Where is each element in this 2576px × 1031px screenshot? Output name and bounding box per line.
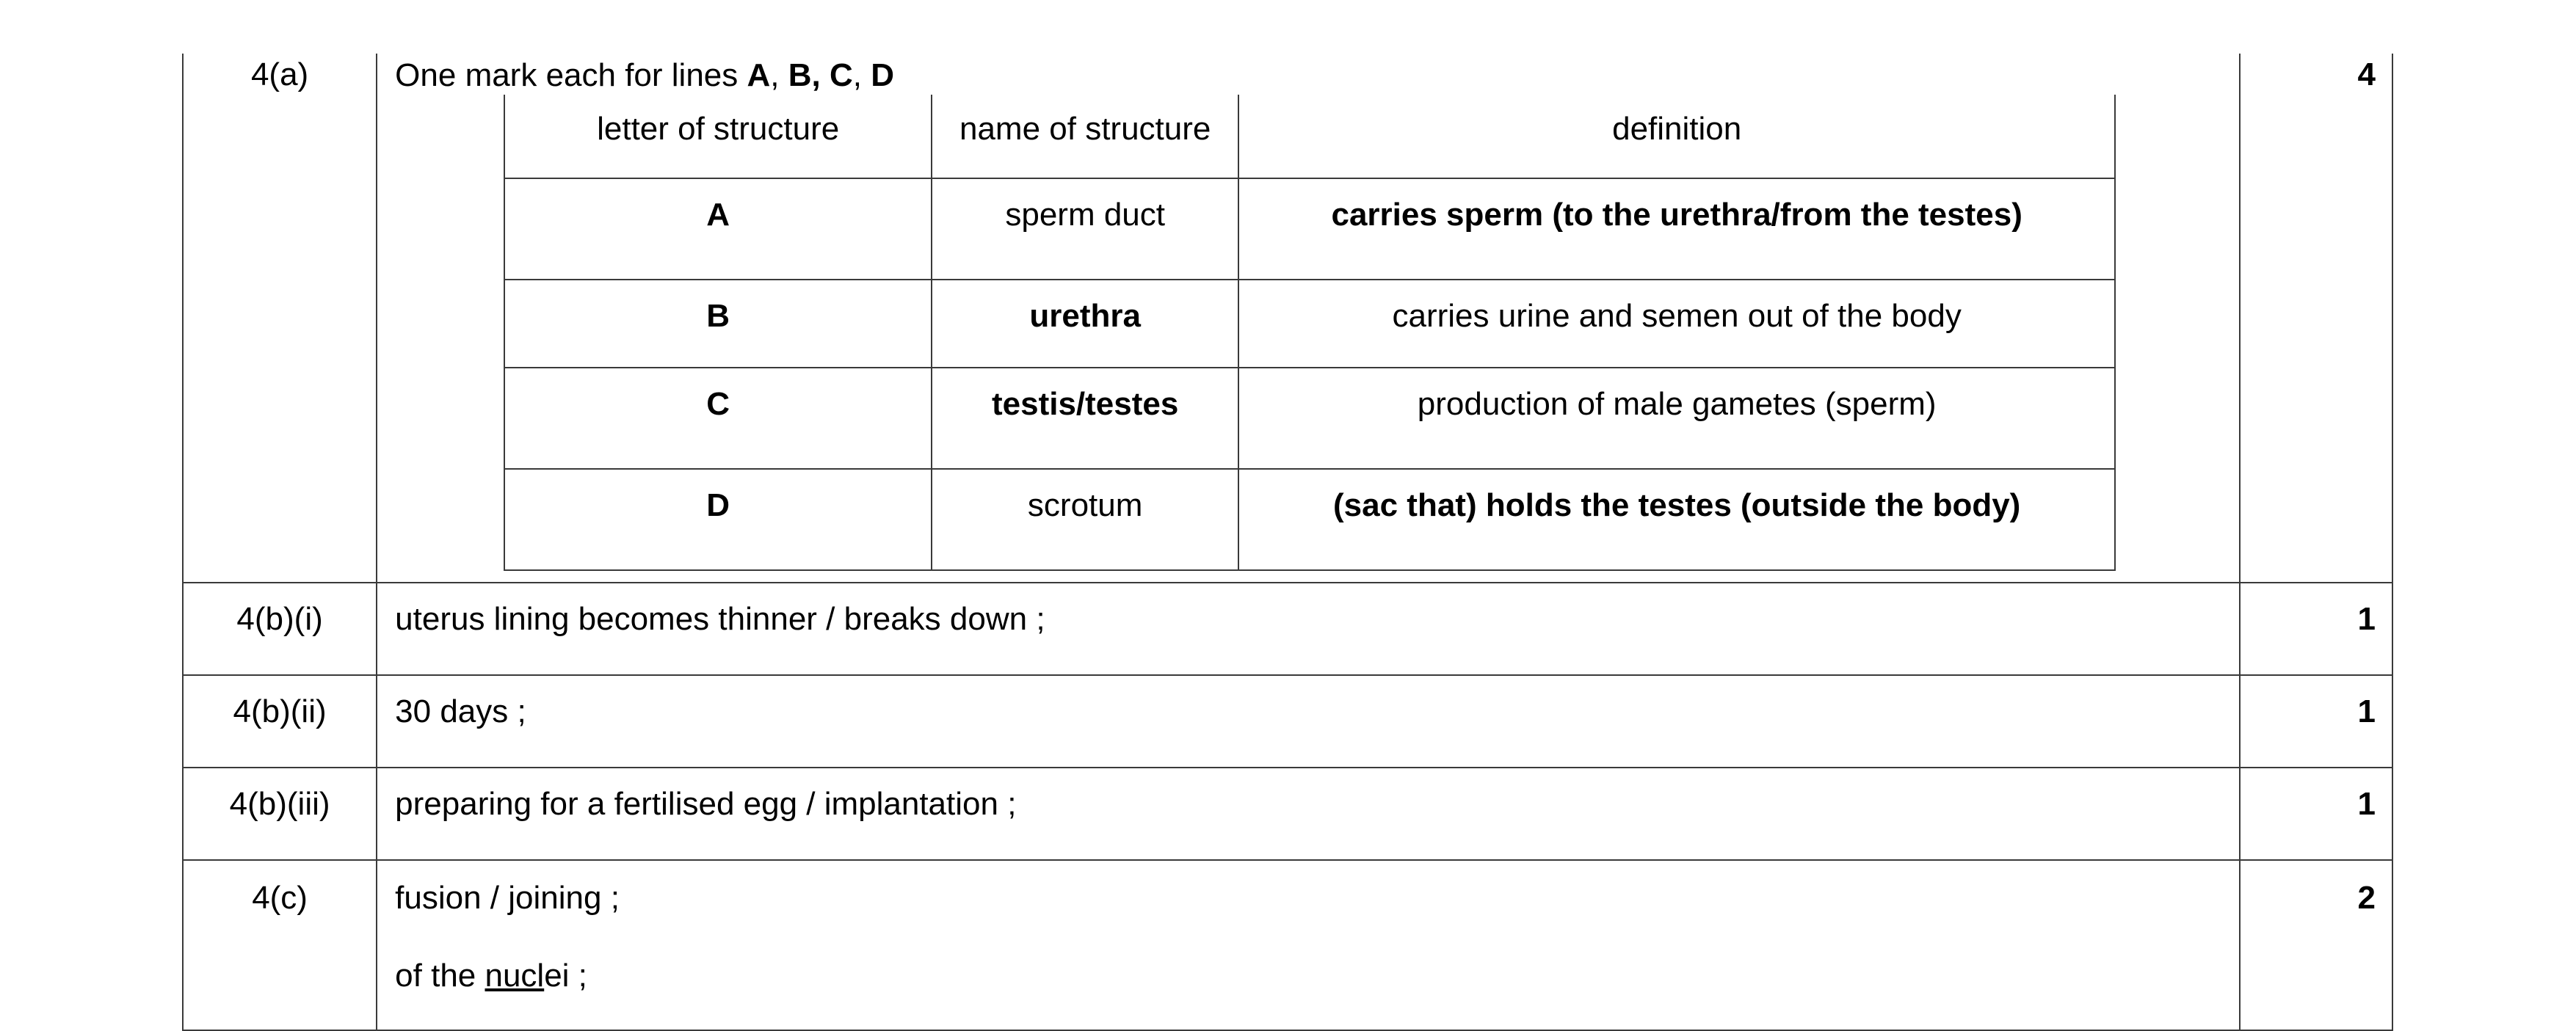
question-number: 4(b)(i) <box>183 583 377 675</box>
intro-separator: , <box>852 57 871 93</box>
structure-name: urethra <box>932 280 1238 368</box>
marks-value: 2 <box>2240 860 2392 1030</box>
intro-text: One mark each for lines <box>395 57 747 93</box>
structure-row <box>504 280 2115 368</box>
answer-line-2 <box>395 958 2239 994</box>
underlined-text: nucl <box>485 958 545 994</box>
question-number: 4(b)(iii) <box>183 768 377 860</box>
structure-definition: production of male gametes (sperm) <box>1238 368 2115 469</box>
structure-letter: C <box>504 368 932 469</box>
marks-value: 1 <box>2240 768 2392 860</box>
structure-name: scrotum <box>932 469 1238 570</box>
structure-letter: A <box>504 178 932 280</box>
question-number: 4(b)(ii) <box>183 675 377 768</box>
answer-text: ei ; <box>544 958 587 994</box>
structure-row <box>504 368 2115 469</box>
structure-table <box>504 95 2116 571</box>
intro-letters-bc: B, C <box>788 57 853 93</box>
structure-table-header <box>504 95 2115 178</box>
structure-letter: B <box>504 280 932 368</box>
answer-cell <box>377 54 2240 583</box>
answer-text: 30 days ; <box>377 675 2240 768</box>
header-definition: definition <box>1238 95 2115 178</box>
marks-value: 1 <box>2240 583 2392 675</box>
intro-letter-d: D <box>871 57 894 93</box>
marks-value: 1 <box>2240 675 2392 768</box>
mark-scheme-table <box>182 54 2393 1031</box>
structure-name: sperm duct <box>932 178 1238 280</box>
answer-line-1: fusion / joining ; <box>395 880 620 916</box>
answer-intro <box>395 57 2239 95</box>
intro-letter-a: A <box>747 57 771 93</box>
structure-letter: D <box>504 469 932 570</box>
question-number: 4(c) <box>183 860 377 1030</box>
question-number: 4(a) <box>183 54 377 583</box>
table-row <box>183 675 2392 768</box>
structure-name: testis/testes <box>932 368 1238 469</box>
intro-separator: , <box>770 57 788 93</box>
answer-cell <box>377 860 2240 1030</box>
structure-row <box>504 178 2115 280</box>
table-row <box>183 54 2392 583</box>
marks-value: 4 <box>2240 54 2392 583</box>
table-row <box>183 860 2392 1030</box>
structure-definition: carries urine and semen out of the body <box>1238 280 2115 368</box>
structure-definition: carries sperm (to the urethra/from the testes) <box>1238 178 2115 280</box>
structure-row <box>504 469 2115 570</box>
table-row <box>183 583 2392 675</box>
structure-definition: (sac that) holds the testes (outside the body) <box>1238 469 2115 570</box>
answer-text: preparing for a fertilised egg / implantation ; <box>377 768 2240 860</box>
header-name: name of structure <box>932 95 1238 178</box>
answer-text: uterus lining becomes thinner / breaks down ; <box>377 583 2240 675</box>
table-row <box>183 768 2392 860</box>
answer-text: of the <box>395 958 485 994</box>
header-letter: letter of structure <box>504 95 932 178</box>
